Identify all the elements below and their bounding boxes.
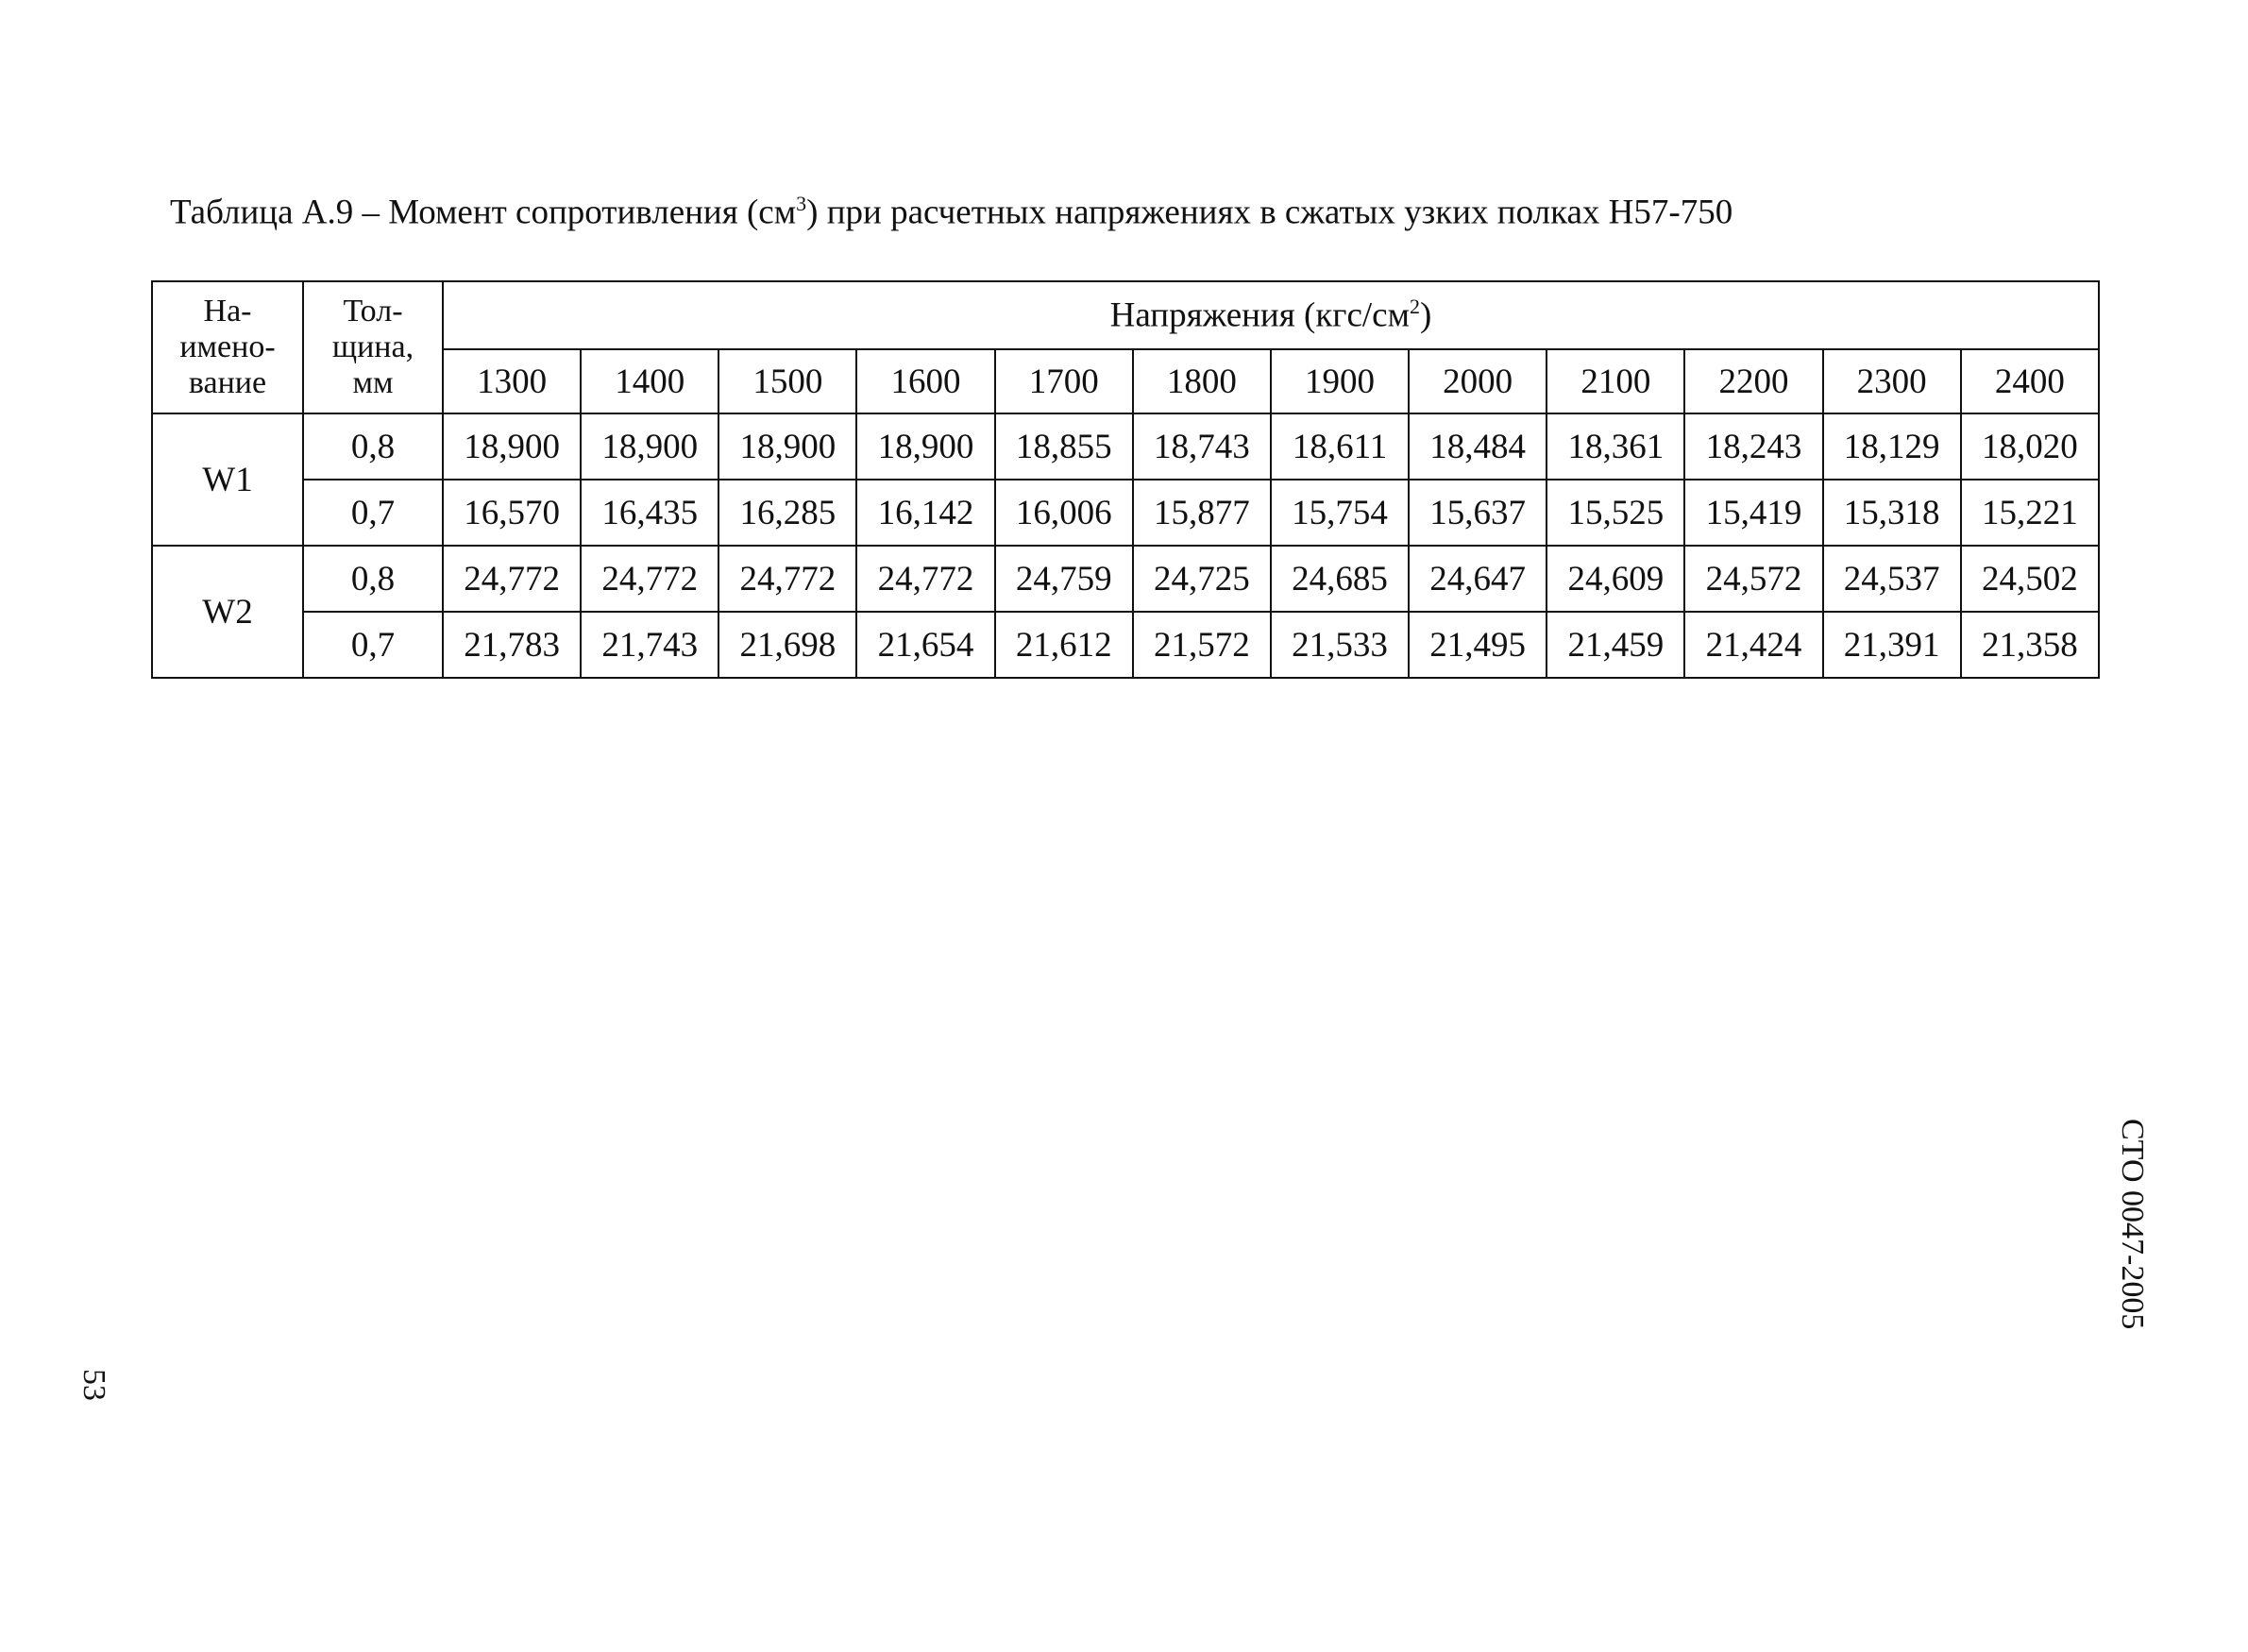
table-row xyxy=(152,612,2099,678)
value-cell: 16,142 xyxy=(856,480,994,546)
header-thickness-line: Тол- щина, мм xyxy=(331,293,414,401)
value-cell: 18,611 xyxy=(1271,413,1409,480)
value-cell: 18,129 xyxy=(1823,413,1961,480)
document-code: СТО 0047-2005 xyxy=(2115,1119,2150,1330)
group-prefix: Напряжения (кгс/см xyxy=(1109,295,1411,335)
header-stress-group xyxy=(443,281,2099,349)
value-cell: 18,900 xyxy=(443,413,581,480)
group-superscript: 2 xyxy=(1410,295,1421,319)
value-cell: 15,877 xyxy=(1133,480,1271,546)
stress-header: 2200 xyxy=(1684,349,1822,413)
value-cell: 18,900 xyxy=(581,413,718,480)
table-row xyxy=(152,480,2099,546)
header-row-2 xyxy=(152,349,2099,413)
value-cell: 18,484 xyxy=(1409,413,1547,480)
value-cell: 21,654 xyxy=(856,612,994,678)
page-number: 53 xyxy=(76,1369,111,1401)
header-row-1 xyxy=(152,281,2099,349)
header-name-line: На- имено- вание xyxy=(179,293,276,401)
stress-header: 1900 xyxy=(1271,349,1409,413)
value-cell: 15,754 xyxy=(1271,480,1409,546)
value-cell: 24,772 xyxy=(856,546,994,612)
group-suffix: ) xyxy=(1420,295,1432,335)
thickness-cell: 0,7 xyxy=(303,480,443,546)
value-cell: 24,609 xyxy=(1547,546,1684,612)
header-name xyxy=(152,281,303,413)
value-cell: 21,495 xyxy=(1409,612,1547,678)
value-cell: 15,221 xyxy=(1961,480,2099,546)
value-cell: 18,361 xyxy=(1547,413,1684,480)
value-cell: 16,006 xyxy=(995,480,1133,546)
stress-header: 1400 xyxy=(581,349,718,413)
value-cell: 21,459 xyxy=(1547,612,1684,678)
value-cell: 15,318 xyxy=(1823,480,1961,546)
stress-header: 1700 xyxy=(995,349,1133,413)
value-cell: 24,772 xyxy=(443,546,581,612)
value-cell: 15,525 xyxy=(1547,480,1684,546)
value-cell: 16,285 xyxy=(718,480,856,546)
stress-header: 1600 xyxy=(856,349,994,413)
value-cell: 18,855 xyxy=(995,413,1133,480)
moment-table xyxy=(151,280,2100,679)
table-row xyxy=(152,546,2099,612)
stress-header: 2100 xyxy=(1547,349,1684,413)
value-cell: 21,698 xyxy=(718,612,856,678)
value-cell: 24,725 xyxy=(1133,546,1271,612)
caption-prefix: Таблица А.9 – Момент сопротивления (см xyxy=(170,193,797,232)
thickness-cell: 0,8 xyxy=(303,546,443,612)
stress-header: 2400 xyxy=(1961,349,2099,413)
value-cell: 18,900 xyxy=(718,413,856,480)
stress-header: 2000 xyxy=(1409,349,1547,413)
value-cell: 18,743 xyxy=(1133,413,1271,480)
value-cell: 24,572 xyxy=(1684,546,1822,612)
value-cell: 24,537 xyxy=(1823,546,1961,612)
value-cell: 24,772 xyxy=(581,546,718,612)
table-row xyxy=(152,413,2099,480)
value-cell: 21,533 xyxy=(1271,612,1409,678)
caption-superscript: 3 xyxy=(796,192,807,215)
value-cell: 18,900 xyxy=(856,413,994,480)
value-cell: 21,572 xyxy=(1133,612,1271,678)
value-cell: 21,783 xyxy=(443,612,581,678)
thickness-cell: 0,7 xyxy=(303,612,443,678)
stress-header: 1500 xyxy=(718,349,856,413)
value-cell: 24,502 xyxy=(1961,546,2099,612)
header-thickness xyxy=(303,281,443,413)
table-caption xyxy=(170,192,1732,234)
value-cell: 21,358 xyxy=(1961,612,2099,678)
thickness-cell: 0,8 xyxy=(303,413,443,480)
value-cell: 24,759 xyxy=(995,546,1133,612)
value-cell: 16,570 xyxy=(443,480,581,546)
value-cell: 24,685 xyxy=(1271,546,1409,612)
group-name-cell: W1 xyxy=(152,413,303,546)
value-cell: 21,743 xyxy=(581,612,718,678)
value-cell: 16,435 xyxy=(581,480,718,546)
value-cell: 24,772 xyxy=(718,546,856,612)
value-cell: 15,637 xyxy=(1409,480,1547,546)
stress-header: 2300 xyxy=(1823,349,1961,413)
value-cell: 21,612 xyxy=(995,612,1133,678)
stress-header: 1800 xyxy=(1133,349,1271,413)
value-cell: 24,647 xyxy=(1409,546,1547,612)
value-cell: 15,419 xyxy=(1684,480,1822,546)
value-cell: 18,020 xyxy=(1961,413,2099,480)
value-cell: 21,391 xyxy=(1823,612,1961,678)
caption-suffix: ) при расчетных напряжениях в сжатых узких полках Н57-750 xyxy=(806,193,1733,232)
stress-header: 1300 xyxy=(443,349,581,413)
value-cell: 18,243 xyxy=(1684,413,1822,480)
value-cell: 21,424 xyxy=(1684,612,1822,678)
group-name-cell: W2 xyxy=(152,546,303,678)
